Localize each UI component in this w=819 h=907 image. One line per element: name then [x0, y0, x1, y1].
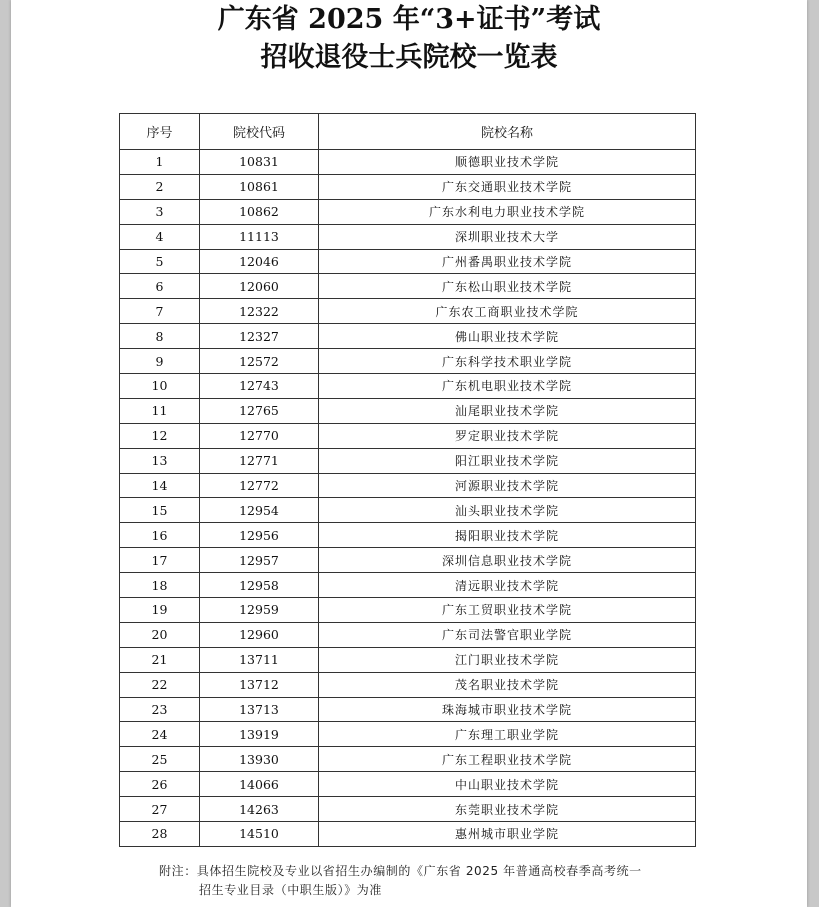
header-code: 院校代码	[200, 114, 319, 150]
cell-code: 12954	[200, 498, 319, 523]
cell-index: 14	[120, 473, 200, 498]
cell-name: 罗定职业技术学院	[319, 423, 696, 448]
footnote-line2: 招生专业目录（中职生版）》为准	[199, 883, 383, 897]
cell-code: 13713	[200, 697, 319, 722]
table-row	[120, 324, 696, 349]
cell-index: 4	[120, 224, 200, 249]
cell-name: 顺德职业技术学院	[319, 150, 696, 175]
table-row	[120, 150, 696, 175]
document-page	[11, 0, 807, 907]
cell-name: 珠海城市职业技术学院	[319, 697, 696, 722]
cell-code: 12046	[200, 249, 319, 274]
cell-name: 清远职业技术学院	[319, 573, 696, 598]
cell-code: 12770	[200, 423, 319, 448]
cell-index: 9	[120, 349, 200, 374]
table-row	[120, 548, 696, 573]
table-row	[120, 672, 696, 697]
cell-code: 13930	[200, 747, 319, 772]
cell-name: 惠州城市职业学院	[319, 822, 696, 847]
cell-index: 24	[120, 722, 200, 747]
page-title-line1: 广东省 2025 年“3+证书”考试	[217, 4, 601, 35]
cell-name: 广州番禺职业技术学院	[319, 249, 696, 274]
cell-name: 广东水利电力职业技术学院	[319, 199, 696, 224]
table-row	[120, 398, 696, 423]
cell-code: 12956	[200, 523, 319, 548]
cell-index: 7	[120, 299, 200, 324]
cell-name: 东莞职业技术学院	[319, 797, 696, 822]
cell-name: 汕尾职业技术学院	[319, 398, 696, 423]
cell-code: 12960	[200, 622, 319, 647]
table-row	[120, 697, 696, 722]
table-row	[120, 622, 696, 647]
table-row	[120, 249, 696, 274]
cell-code: 12772	[200, 473, 319, 498]
cell-code: 10862	[200, 199, 319, 224]
cell-index: 1	[120, 150, 200, 175]
cell-code: 12958	[200, 573, 319, 598]
table-row	[120, 274, 696, 299]
header-name: 院校名称	[319, 114, 696, 150]
cell-index: 26	[120, 772, 200, 797]
cell-code: 12771	[200, 448, 319, 473]
table-row	[120, 473, 696, 498]
table-row	[120, 598, 696, 623]
table-row	[120, 448, 696, 473]
cell-code: 10831	[200, 150, 319, 175]
cell-index: 12	[120, 423, 200, 448]
cell-name: 中山职业技术学院	[319, 772, 696, 797]
cell-name: 广东理工职业学院	[319, 722, 696, 747]
cell-code: 11113	[200, 224, 319, 249]
header-index: 序号	[120, 114, 200, 150]
cell-name: 江门职业技术学院	[319, 647, 696, 672]
page-title-line2: 招收退役士兵院校一览表	[260, 42, 558, 73]
cell-code: 10861	[200, 174, 319, 199]
table-row	[120, 797, 696, 822]
cell-code: 12060	[200, 274, 319, 299]
cell-code: 12322	[200, 299, 319, 324]
cell-index: 18	[120, 573, 200, 598]
cell-code: 12743	[200, 374, 319, 399]
cell-index: 20	[120, 622, 200, 647]
school-list-table	[119, 113, 696, 847]
cell-index: 23	[120, 697, 200, 722]
cell-code: 12959	[200, 598, 319, 623]
cell-index: 19	[120, 598, 200, 623]
cell-index: 3	[120, 199, 200, 224]
cell-code: 12327	[200, 324, 319, 349]
table-row	[120, 498, 696, 523]
cell-index: 22	[120, 672, 200, 697]
cell-code: 13712	[200, 672, 319, 697]
cell-name: 广东松山职业技术学院	[319, 274, 696, 299]
table-row	[120, 722, 696, 747]
table-row	[120, 224, 696, 249]
table-row	[120, 174, 696, 199]
cell-code: 14510	[200, 822, 319, 847]
cell-index: 17	[120, 548, 200, 573]
table-row	[120, 573, 696, 598]
cell-name: 广东司法警官职业学院	[319, 622, 696, 647]
cell-name: 河源职业技术学院	[319, 473, 696, 498]
cell-index: 27	[120, 797, 200, 822]
cell-name: 阳江职业技术学院	[319, 448, 696, 473]
cell-index: 16	[120, 523, 200, 548]
cell-name: 广东农工商职业技术学院	[319, 299, 696, 324]
cell-index: 2	[120, 174, 200, 199]
cell-name: 广东科学技术职业学院	[319, 349, 696, 374]
table-row	[120, 647, 696, 672]
cell-index: 8	[120, 324, 200, 349]
cell-index: 15	[120, 498, 200, 523]
table-row	[120, 374, 696, 399]
cell-name: 广东机电职业技术学院	[319, 374, 696, 399]
cell-code: 12957	[200, 548, 319, 573]
cell-index: 25	[120, 747, 200, 772]
cell-code: 14066	[200, 772, 319, 797]
cell-name: 广东工贸职业技术学院	[319, 598, 696, 623]
cell-name: 深圳信息职业技术学院	[319, 548, 696, 573]
cell-index: 21	[120, 647, 200, 672]
cell-name: 佛山职业技术学院	[319, 324, 696, 349]
cell-code: 12765	[200, 398, 319, 423]
cell-index: 28	[120, 822, 200, 847]
cell-index: 5	[120, 249, 200, 274]
table-header-row	[120, 114, 696, 150]
cell-code: 12572	[200, 349, 319, 374]
table-row	[120, 349, 696, 374]
cell-code: 13919	[200, 722, 319, 747]
cell-name: 广东工程职业技术学院	[319, 747, 696, 772]
table-row	[120, 772, 696, 797]
cell-index: 10	[120, 374, 200, 399]
table-row	[120, 299, 696, 324]
cell-index: 6	[120, 274, 200, 299]
table-row	[120, 747, 696, 772]
cell-name: 广东交通职业技术学院	[319, 174, 696, 199]
table-row	[120, 523, 696, 548]
cell-name: 茂名职业技术学院	[319, 672, 696, 697]
cell-name: 揭阳职业技术学院	[319, 523, 696, 548]
cell-name: 汕头职业技术学院	[319, 498, 696, 523]
footnote	[159, 862, 719, 900]
cell-index: 11	[120, 398, 200, 423]
cell-name: 深圳职业技术大学	[319, 224, 696, 249]
table-row	[120, 822, 696, 847]
table-row	[120, 199, 696, 224]
footnote-line1: 附注：具体招生院校及专业以省招生办编制的《广东省 2025 年普通高校春季高考统一	[159, 864, 642, 878]
cell-code: 13711	[200, 647, 319, 672]
cell-index: 13	[120, 448, 200, 473]
cell-code: 14263	[200, 797, 319, 822]
table-row	[120, 423, 696, 448]
